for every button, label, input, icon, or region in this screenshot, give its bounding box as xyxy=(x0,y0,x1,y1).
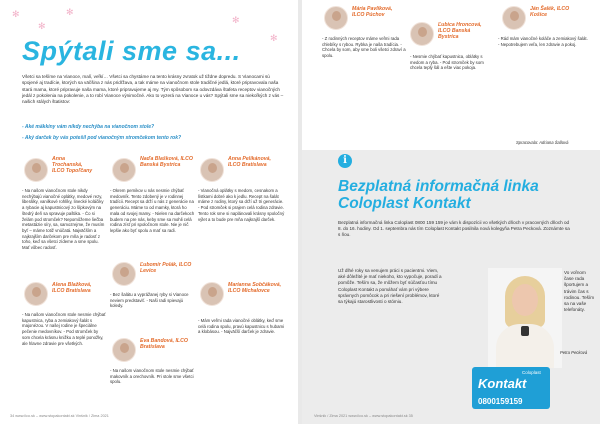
person-name: Ľubomír Polák, ILCO Levice xyxy=(140,262,192,274)
person-answer: - Vianočná oplátky s medom, cesnakom a lístkami dobré ako k jedlu. Recept na šalát máme z rodiny, ktorý sa drží už tri generácie. - Pod stromček si prajem celá rodina zdravie. Tento rok sme si naplánovali krásny spoločný výlet a to bude pre mňa najkrajší darček. xyxy=(198,188,285,222)
person-answer: - Rád mám vianočné koláče a zemiakový šalát. - Nepotrebujem veľa, len zdravie a pokoj. xyxy=(498,36,588,47)
question-1: - Aké mäkkiny vám nikdy nechýba na vianočnom stole? xyxy=(22,124,155,130)
person-name: Ľubica Hroncová, ILCO Banská Bystrica xyxy=(438,22,482,40)
logo-name: Kontakt xyxy=(478,376,527,391)
avatar xyxy=(200,158,224,182)
info-icon: i xyxy=(338,154,352,168)
snowflake-icon: ✻ xyxy=(232,15,240,25)
person-answer: - Na našom vianočnom stole nesmie chýbať makovník a orechovník. Pri stole sme všetci spolu. xyxy=(110,368,194,385)
avatar xyxy=(410,22,434,46)
avatar xyxy=(112,262,136,286)
person-answer: - Na našom vianočnom stole nesmie chýbať kapustnica, ryba a zemiakový šalát s majonézou. V našej rodine je špeciálne pečenie medovníkov. - Pod stromček by som chcela krásnu knižku a teplé ponožky, ale hlavne zdravie pre všetkých. xyxy=(22,312,106,346)
avatar xyxy=(502,6,526,30)
avatar xyxy=(324,6,348,30)
person-name: Eva Bandová, ILCO Bratislava xyxy=(140,338,188,350)
person-name: Anna Trochanská, ILCO Topoľčany xyxy=(52,156,93,174)
question-2: - Aký darček by vás potešil pod vianočným stromčekom tento rok? xyxy=(22,135,182,141)
person-answer: - Z rodinných receptov máme veľmi rada chlebíky s rybou. Rybka je naša tradícia. - Chcela by som, aby sme boli všetci zdraví a spolu. xyxy=(322,36,406,59)
info-column-right: Vo voľnom čase rada športujem a trávim čas s rodinou. Teším sa na vaše telefonáty. xyxy=(564,270,595,313)
person-answer: - Okrem pernikov u nás nesmie chýbať medovník. Tento zdobený je v rodinnej tradícii. Recept sa drží u nás z generácie na generáciu. Máme to od mamky, ktorá ho mala od svojej mamy. - Nielen na darčekoch budem na pre nás, keby sme sa mohli celá rodina zísť pri spoločnom stole. Nie je nič lepšie ako byť spolu a mať sa radi. xyxy=(110,188,195,233)
signature: Petra Pecková xyxy=(560,350,588,355)
avatar xyxy=(112,338,136,362)
right-page xyxy=(302,0,600,424)
person-name: Marianna Sobčáková, ILCO Michalovce xyxy=(228,282,282,294)
person-name: Alena Blažková, ILCO Bratislava xyxy=(52,282,92,294)
info-column-left: Už dlhé roky sa venujem práci s pacientmi. Viem, aké dôležité je mať niekoho, kto vypočuje, poradí a pomôže. Teším sa, že môžem byť súčasťou tímu Coloplast Kontakt a pomáhať vám pri výbere správnych pomôcok a pri riešení problémov, ktoré sa týkajú starostlivosti o stómiu. xyxy=(338,268,442,305)
person-name: Mária Pavlíková, ILCO Púchov xyxy=(352,6,393,18)
avatar xyxy=(24,158,48,182)
logo-brand: Coloplast xyxy=(522,370,541,375)
hotline-number: 0800159159 xyxy=(478,397,523,406)
intro-paragraph: Všetci sa tešíme na Vianoce, malí, veľkí… Všetci sa chystáme na tento krásny zvratok už tiždne dopredu. S Vianocami sú spojené aj tradície, ktorých sa väčšina z nás pridŕžava, a tak máme na vianočnom stole tradičné jedlá, ktoré pripravovala naša stará mama, ktoré pripravuje naša mama, ktoré pripravujeme aj my. Tým spôsobom sa odovzdáva štafeta receptov vianočných jedál z pokolenia na pokolenie, a to robí Vianoce výnimočné. Ako to vyzerá na Vianoce u vás? Spýtali sme sa niekoľkých z vás – našich stálych štatistov: xyxy=(22,74,284,105)
avatar xyxy=(200,282,224,306)
info-paragraph: Bezplatná informačná linka Coloplast 0800 159 159 je vám k dispozícii vo všetkých dňoch v pracovných dňoch od 8. do 16. hodiny. Od 1. septembra nás tím Coloplast Kontakt posilnila nová kolegyňa Petra Pecková. Zoznámte sa s ňou. xyxy=(338,220,570,238)
snowflake-icon: ✻ xyxy=(66,7,74,17)
avatar xyxy=(112,158,136,182)
page-footer: 34 www.ilco.sk – www.stopakontakt.sk Vinšnik / Zima 2021 xyxy=(10,414,109,418)
person-answer: - Mám veľmi rada vianočné oblátky, keď sme celá rodina spolu, pravú kapustnicu s hubami a klobásou. - Najväčší darček je zdravie. xyxy=(198,318,284,335)
portrait-photo xyxy=(488,268,562,368)
info-heading: Bezplatná informačná linka Coloplast Kontakt xyxy=(338,178,539,212)
person-answer: - Na našom vianočnom stole nikdy nechýbajú vianočné oplátky, medové rezy, liberálky, vanilkové rohlíky, linecké koláčiky a rybacie aj kapustnicový zo šípkovým na štedrý deň sa spravuje paštika. - Čo si želám pod stromček? Nepomôžeme liečba metastázie síry, sa, samozrejme, že musím byť – máme totiž vnúčatá. Najväčším a najkrajším darčekom pre mňa je radosť z toho, keď sa všetci zídeme a sme spolu. Mať vôbec radosť. xyxy=(22,188,105,251)
snowflake-icon: ✻ xyxy=(270,33,278,43)
person-answer: - Nesmie chýbať kapustnica, oblátky s medom a ryba. - Pod stromček by som chcela teplý šál a ešte viac pokoja. xyxy=(410,54,484,71)
snowflake-icon: ✻ xyxy=(12,9,20,19)
person-name: Ján Šalék, ILCO Košice xyxy=(530,6,570,18)
person-name: Naďa Blašková, ILCO Banská Bystrica xyxy=(140,156,193,168)
avatar xyxy=(24,282,48,306)
page-title: Spýtali sme sa... xyxy=(22,36,241,66)
author-credit: Spracovala: Adriana Šallová xyxy=(516,140,569,145)
page-footer: Vinšnik / Zima 2021 www.ilco.sk – www.stopakontakt.sk 35 xyxy=(314,414,413,418)
person-answer: - Bez šalátu a vyprážanej ryby si Vianoce neviem predstaviť. - Naši radi spievajú koledy. xyxy=(110,292,189,309)
person-name: Anna Pelikánová, ILCO Bratislava xyxy=(228,156,271,168)
coloplast-kontakt-logo xyxy=(472,367,550,409)
left-page xyxy=(0,0,298,424)
snowflake-icon: ✻ xyxy=(38,21,46,31)
